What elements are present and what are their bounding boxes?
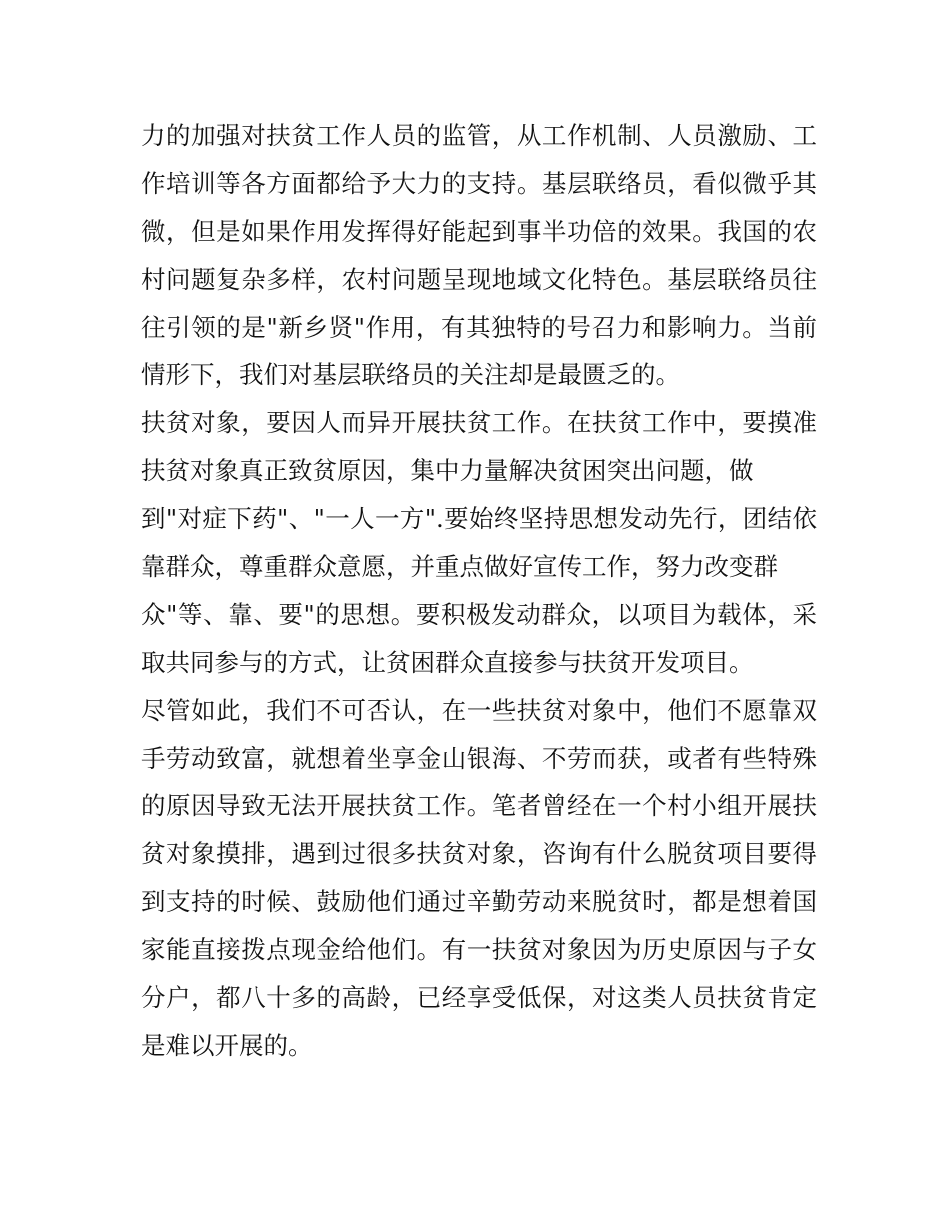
text-line: 到支持的时候、鼓励他们通过辛勤劳动来脱贫时，都是想着国 — [141, 887, 817, 917]
text-line: 靠群众，尊重群众意愿，并重点做好宣传工作，努力改变群 — [141, 552, 778, 582]
text-line: 扶贫对象，要因人而异开展扶贫工作。在扶贫工作中，要摸准 — [141, 408, 817, 438]
body-text — [141, 112, 817, 1070]
text-line: 众"等、靠、要"的思想。要积极发动群众，以项目为载体，采 — [141, 599, 817, 629]
text-line: 的原因导致无法开展扶贫工作。笔者曾经在一个村小组开展扶 — [141, 791, 817, 821]
text-line: 力的加强对扶贫工作人员的监管，从工作机制、人员激励、工 — [141, 121, 817, 150]
text-line: 往引领的是"新乡贤"作用，有其独特的号召力和影响力。当前 — [141, 312, 817, 342]
text-line: 作培训等各方面都给予大力的支持。基层联络员，看似微乎其 — [141, 168, 817, 198]
text-line: 家能直接拨点现金给他们。有一扶贫对象因为历史原因与子女 — [141, 935, 817, 965]
text-line: 村问题复杂多样，农村问题呈现地域文化特色。基层联络员往 — [141, 264, 817, 294]
text-line: 取共同参与的方式，让贫困群众直接参与扶贫开发项目。 — [141, 647, 754, 677]
text-line: 微，但是如果作用发挥得好能起到事半功倍的效果。我国的农 — [141, 216, 817, 246]
text-line: 分户，都八十多的高龄，已经享受低保，对这类人员扶贫肯定 — [141, 983, 817, 1013]
text-line: 是难以开展的。 — [141, 1030, 313, 1060]
text-line: 到"对症下药"、"一人一方".要始终坚持思想发动先行，团结依 — [141, 504, 817, 534]
text-line: 扶贫对象真正致贫原因，集中力量解决贫困突出问题，做 — [141, 456, 754, 486]
text-line: 尽管如此，我们不可否认，在一些扶贫对象中，他们不愿靠双 — [141, 695, 817, 725]
text-line: 贫对象摸排，遇到过很多扶贫对象，咨询有什么脱贫项目要得 — [141, 839, 817, 869]
text-line: 情形下，我们对基层联络员的关注却是最匮乏的。 — [141, 360, 680, 390]
text-line: 手劳动致富，就想着坐享金山银海、不劳而获，或者有些特殊 — [141, 743, 817, 773]
